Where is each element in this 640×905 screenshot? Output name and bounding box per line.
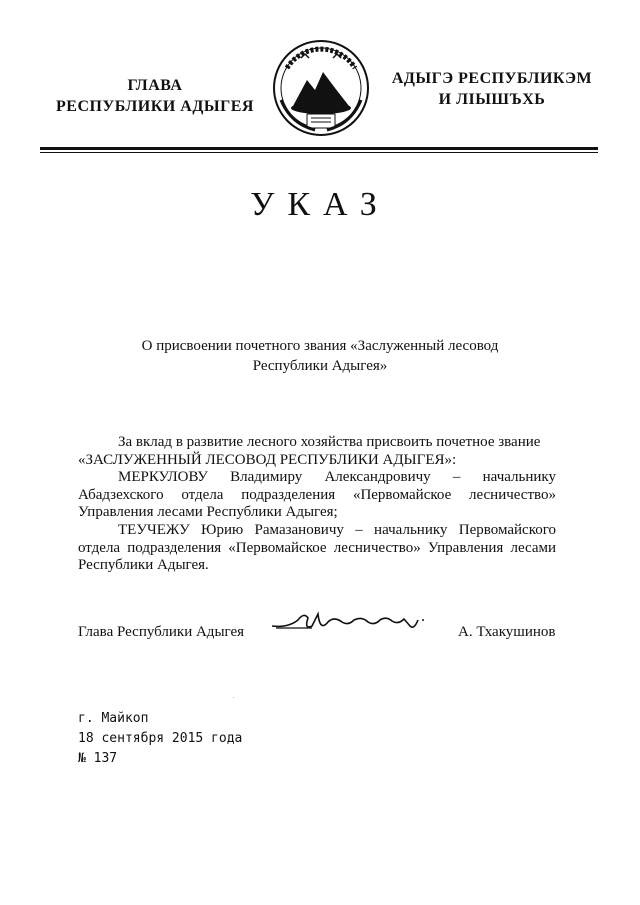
signatory-role: Глава Республики Адыгея <box>78 624 245 640</box>
header-rule-thin <box>40 152 598 153</box>
header-right-line1: АДЫГЭ РЕСПУБЛИКЭМ <box>391 70 593 87</box>
document-title: УКАЗ <box>250 186 390 223</box>
header-rule-thick <box>40 147 598 150</box>
header-right <box>378 68 606 110</box>
document-body <box>78 434 556 575</box>
subject-line2: Республики Адыгея» <box>252 358 388 374</box>
footer-number: № 137 <box>78 751 118 766</box>
footer-city: г. Майкоп <box>78 711 149 726</box>
body-awardee-2: ТЕУЧЕЖУ Юрию Рамазановичу – начальнику Первомайского отдела подразделения «Первомайское лесничество» Управления лесами Республики Адыгея. <box>78 521 556 574</box>
header-left-line2: РЕСПУБЛИКИ АДЫГЕЯ <box>56 98 254 115</box>
header-right-line2: И ЛІЫШЪХЬ <box>438 91 546 108</box>
header-left <box>40 75 270 117</box>
document-subject <box>100 336 540 376</box>
coat-of-arms-icon <box>271 38 371 138</box>
signatory-name: А. Тхакушинов <box>458 624 556 640</box>
body-intro-line2: «ЗАСЛУЖЕННЫЙ ЛЕСОВОД РЕСПУБЛИКИ АДЫГЕЯ»: <box>78 451 457 468</box>
footer-date: 18 сентября 2015 года <box>78 731 243 746</box>
document-footer <box>78 709 242 769</box>
subject-line1: О присвоении почетного звания «Заслуженный лесовод <box>141 338 499 354</box>
scan-speck <box>233 697 234 698</box>
handwritten-signature-icon <box>268 606 428 636</box>
header-left-line1: ГЛАВА <box>127 77 183 94</box>
body-awardee-1: МЕРКУЛОВУ Владимиру Александровичу – начальнику Абадзехского отдела подразделения «Первомайское лесничество» Управления лесами Республики Адыгея; <box>78 469 556 521</box>
body-intro-line1: За вклад в развитие лесного хозяйства присвоить почетное звание <box>118 434 541 450</box>
